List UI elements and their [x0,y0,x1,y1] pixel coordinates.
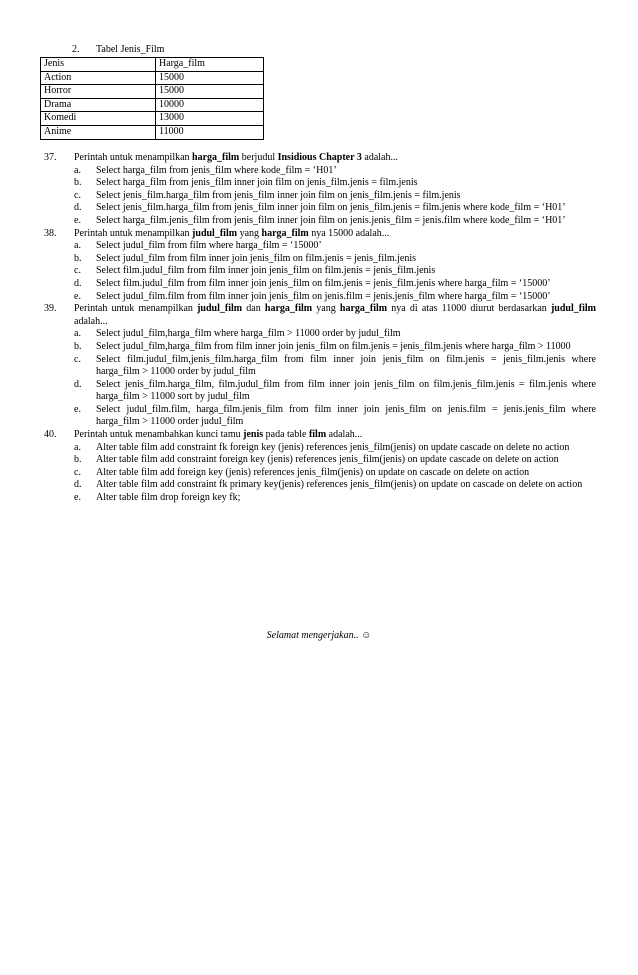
option-letter: a. [74,240,81,252]
option-letter: c. [74,189,81,201]
option-text: Alter table film add constraint foreign key (jenis) references jenis_film(jenis) on update cascade on delete on action [96,454,559,466]
option-text: Select judul_film.film from film inner join jenis_film on jenis.film = jenis.jenis_film where harga_film = ‘15000’ [96,290,551,302]
question-number: 39. [44,303,57,315]
option-letter: a. [74,328,81,340]
question-number: 37. [44,152,57,163]
question-40 [44,429,596,505]
question-text-part: yang [237,227,262,239]
option-text: Select judul_film,harga_film where harga_film > 11000 order by judul_film [96,328,401,340]
option-letter: c. [74,466,81,478]
question-keyword: film [308,429,327,441]
option-letter: e. [74,403,81,415]
question-text-part: nya di atas 11000 diurut berdasarkan [387,303,551,315]
answer-option [74,479,596,492]
question-text-part: berjudul [239,152,278,163]
option-text: Alter table film add constraint fk foreign key (jenis) references jenis_film(jenis) on update cascade on delete no action [96,441,570,453]
question-text-part: adalah... [326,429,363,441]
question-text-part: dan [242,303,265,315]
jenis-film-table [40,57,264,140]
option-letter: c. [74,265,81,277]
table-title: Tabel Jenis_Film [96,44,165,55]
option-letter: e. [74,492,81,504]
question-keyword: Insidious Chapter 3 [277,152,362,163]
option-text: Select judul_film,harga_film from film inner join jenis_film on film.jenis = jenis_film.jenis where harga_film > 11000 [96,340,571,352]
option-text: Alter table film add constraint fk primary key(jenis) references jenis_film(jenis) on update on cascade on delete on action [96,479,583,491]
option-letter: a. [74,164,81,176]
cell-harga: 13000 [156,112,264,126]
answer-option [74,253,596,266]
option-text: Select jenis_film.harga_film from jenis_film inner join film on jenis_film.jenis = film.jenis [96,189,461,201]
option-letter: b. [74,252,82,264]
option-text: Alter table film drop foreign key fk; [96,492,241,504]
answer-option [74,454,596,467]
question-stem [44,303,596,328]
option-letter: d. [74,378,82,390]
question-text-part: yang [312,303,340,315]
question-stem [44,228,596,241]
option-text: Alter table film add foreign key (jenis) references jenis_film(jenis) on update on cascade on delete on action [96,466,530,478]
question-stem [44,429,596,442]
option-text: Select harga_film from jenis_film where kode_film = ‘H01’ [96,164,337,176]
option-letter: d. [74,479,82,491]
answer-option [74,291,596,304]
answer-option [74,165,596,178]
answer-option [74,278,596,291]
option-text: Select harga_film from jenis_film inner join film on jenis_film.jenis = film.jenis [96,177,418,189]
question-keyword: jenis [243,429,264,441]
answer-option [74,404,596,429]
option-text: Select harga_film.jenis_film from jenis_film inner join film on jenis.jenis_film = jenis.film where kode_film = ‘H01’ [96,214,566,226]
option-text: Select film.judul_film from film inner join jenis_film on film.jenis = jenis_film.jenis [96,265,436,277]
cell-harga: 15000 [156,85,264,99]
option-letter: c. [74,353,81,365]
answer-option [74,240,596,253]
question-keyword: judul_film [192,227,238,239]
question-keyword: harga_film [192,152,240,163]
answer-option [74,492,596,505]
answer-option [74,379,596,404]
question-keyword: judul_film [197,303,243,315]
answer-option [74,328,596,341]
question-37 [44,152,596,228]
table-row [41,85,264,99]
question-keyword: harga_film [264,303,313,315]
question-text-part: Perintah untuk menampilkan [74,152,193,163]
question-text-part: Perintah untuk menampilkan [74,227,193,239]
cell-jenis: Action [41,71,156,85]
option-letter: b. [74,177,82,189]
question-text-part: Perintah untuk menampilkan [74,303,198,315]
answer-option [74,467,596,480]
question-39 [44,303,596,429]
question-text-part: adalah... [361,152,398,163]
answer-option [74,215,596,228]
table-header-row [41,58,264,72]
option-letter: d. [74,277,82,289]
header-jenis: Jenis [41,58,156,72]
answer-option [74,265,596,278]
table-row [41,125,264,139]
table-caption [72,44,164,57]
question-list [44,152,596,505]
answer-option [74,442,596,455]
cell-harga: 15000 [156,71,264,85]
question-text [74,429,596,442]
question-text [74,228,596,241]
header-harga-film: Harga_film [156,58,264,72]
option-text: Select judul_film from film inner join jenis_film on film.jenis = jenis_film.jenis [96,252,417,264]
option-letter: a. [74,441,81,453]
option-text: Select judul_film from film where harga_film = ‘15000’ [96,240,322,252]
cell-jenis: Komedi [41,112,156,126]
option-text: Select jenis_film.harga_film from jenis_film inner join film on jenis_film.jenis = film.jenis where kode_film = ‘H01’ [96,202,566,214]
cell-jenis: Drama [41,98,156,112]
table-number: 2. [72,44,80,55]
answer-option [74,177,596,190]
question-text-part: adalah... [74,315,108,327]
option-letter: e. [74,290,81,302]
question-stem [44,152,596,165]
option-text: Select film.judul_film from film inner join jenis_film on film.jenis = jenis_film.jenis where harga_film = ‘15000’ [96,277,551,289]
question-keyword: harga_film [339,303,388,315]
closing-message: Selamat mengerjakan.. ☺ [266,630,372,641]
question-text [74,303,596,328]
question-text-part: pada table [263,429,309,441]
option-text: Select judul_film.film, harga_film.jenis_film from film inner join jenis_film on jenis.film = jenis.jenis_film where harga_film > 11000 order judul_film [96,403,596,428]
cell-jenis: Anime [41,125,156,139]
option-letter: e. [74,214,81,226]
question-number: 40. [44,429,57,441]
answer-option [74,190,596,203]
question-text [74,152,596,165]
cell-jenis: Horror [41,85,156,99]
table-row [41,98,264,112]
question-number: 38. [44,227,57,239]
question-38 [44,228,596,304]
question-keyword: judul_film [550,303,596,315]
option-text: Select film.judul_film,jenis_film.harga_film from film inner join jenis_film on film.jenis = jenis_film.jenis where harga_film > 11000 order by judul_film [96,353,596,378]
option-letter: b. [74,454,82,466]
question-text-part: nya 15000 adalah... [308,227,390,239]
question-keyword: harga_film [261,227,309,239]
table-row [41,71,264,85]
table-row [41,112,264,126]
option-letter: d. [74,202,82,214]
question-text-part: Perintah untuk menambahkan kunci tamu [74,429,244,441]
answer-option [74,341,596,354]
cell-harga: 11000 [156,125,264,139]
option-text: Select jenis_film.harga_film, film.judul_film from film inner join jenis_film on film.jenis_film.jenis = film.jenis where harga_film > 11000 sort by judul_film [96,378,596,403]
option-letter: b. [74,340,82,352]
answer-option [74,202,596,215]
answer-option [74,354,596,379]
cell-harga: 10000 [156,98,264,112]
